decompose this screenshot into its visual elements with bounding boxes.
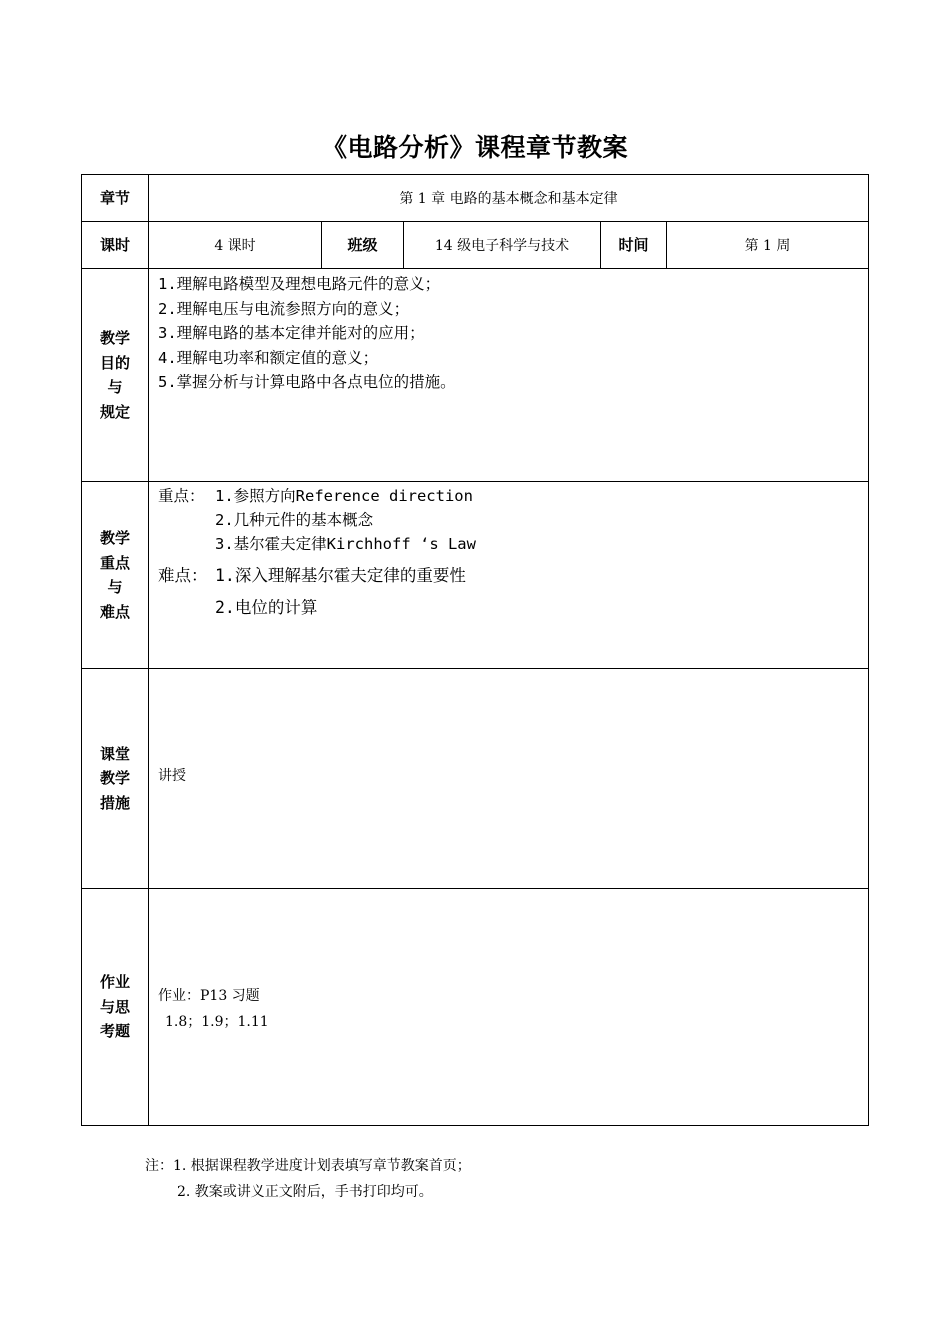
table-border-right xyxy=(868,174,869,1126)
page-title: 《电路分析》课程章节教案 xyxy=(321,133,628,162)
chapter-label: 章节 xyxy=(99,188,130,207)
difficult-item: 2.电位的计算 xyxy=(215,598,318,617)
objective-item: 4.理解电功率和额定值的意义； xyxy=(158,348,379,367)
hours-value: 4 课时 xyxy=(214,238,256,254)
key-points-label: 教学 重点 与 难点 xyxy=(99,529,130,621)
lesson-plan-table xyxy=(81,174,869,1126)
footnote: 2. 教案或讲义正文附后，手书打印均可。 xyxy=(177,1184,433,1200)
time-value: 第 1 周 xyxy=(744,238,791,254)
objective-item: 2.理解电压与电流参照方向的意义； xyxy=(158,299,410,318)
methods-value: 讲授 xyxy=(158,768,186,784)
homework-label: 作业 与思 考题 xyxy=(99,973,130,1041)
methods-label: 课堂 教学 措施 xyxy=(99,744,130,812)
row-divider xyxy=(81,888,869,889)
class-value: 14 级电子科学与技术 xyxy=(434,238,570,254)
row-divider xyxy=(81,668,869,669)
difficult-item: 1.深入理解基尔霍夫定律的重要性 xyxy=(215,566,466,585)
objective-item: 5.掌握分析与计算电路中各点电位的措施。 xyxy=(158,373,456,391)
label-column-divider xyxy=(148,174,149,1126)
objective-item: 3.理解电路的基本定律并能对的应用； xyxy=(158,324,425,342)
homework-line: 1.8；1.9；1.11 xyxy=(165,1014,269,1030)
table-border-bottom xyxy=(81,1125,869,1126)
key-item: 1.参照方向Reference direction xyxy=(215,487,473,505)
key-item: 3.基尔霍夫定律Kirchhoff ‘s Law xyxy=(215,535,476,553)
key-item: 2.几种元件的基本概念 xyxy=(215,511,374,529)
objectives-label: 教学 目的 与 规定 xyxy=(99,329,130,421)
row-divider xyxy=(81,268,869,269)
chapter-value: 第 1 章 电路的基本概念和基本定律 xyxy=(399,191,618,207)
difficult-prefix: 难点： xyxy=(158,566,208,585)
row-divider xyxy=(81,481,869,482)
time-label: 时间 xyxy=(618,235,649,254)
footnote: 注：1. 根据课程教学进度计划表填写章节教案首页； xyxy=(145,1158,471,1174)
homework-line: 作业：P13 习题 xyxy=(158,988,260,1004)
key-prefix: 重点： xyxy=(158,487,205,505)
objective-item: 1.理解电路模型及理想电路元件的意义； xyxy=(158,275,441,293)
class-label: 班级 xyxy=(347,235,378,254)
hours-label: 课时 xyxy=(99,235,130,254)
